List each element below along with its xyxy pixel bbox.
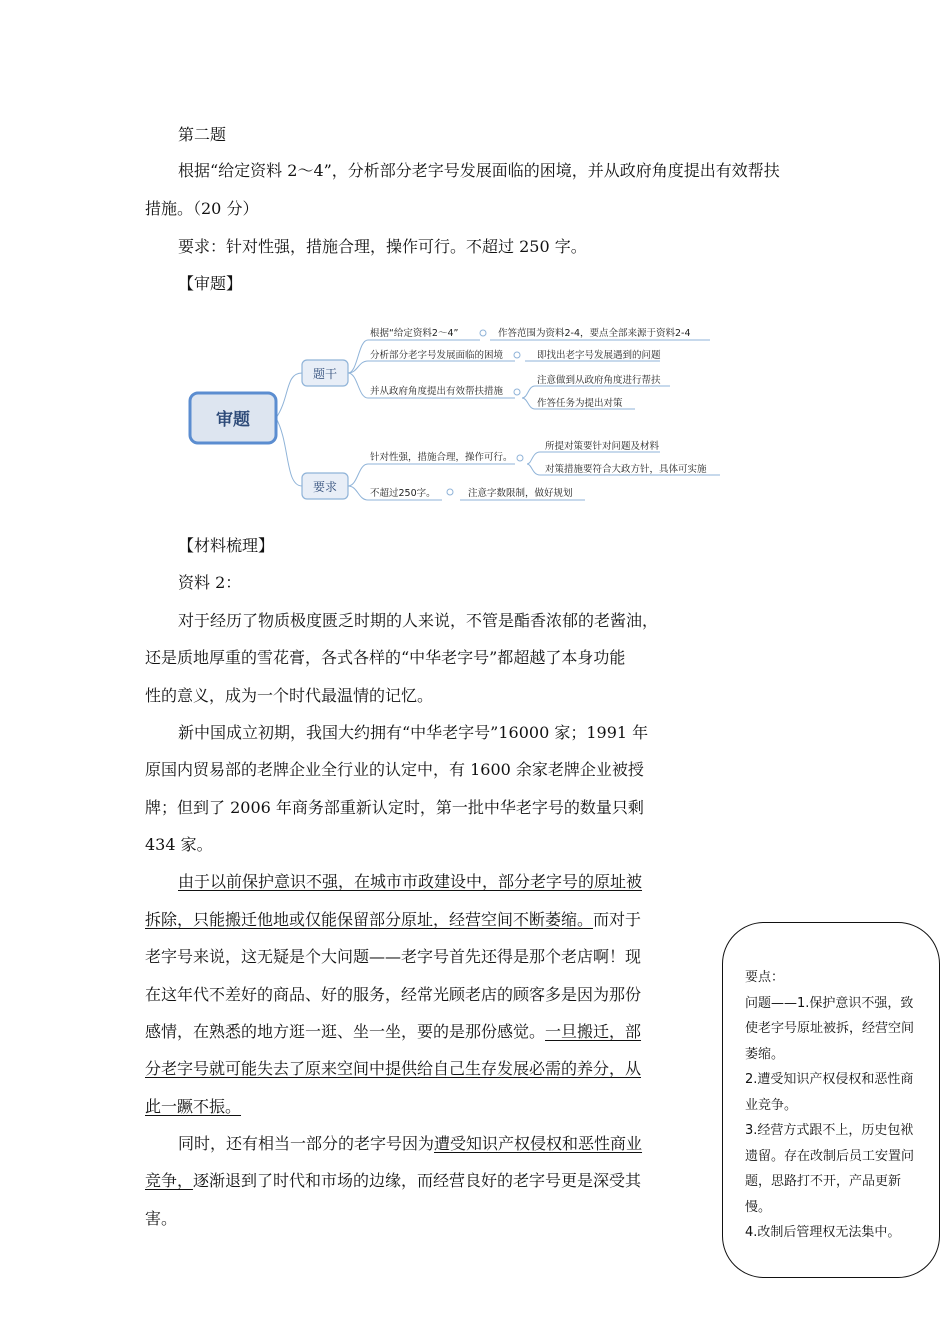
p3-line1: 由于以前保护意识不强，在城市市政建设中，部分老字号的原址被 xyxy=(178,872,643,891)
p4-line1-underlined: 遭受知识产权侵权和恶性商业 xyxy=(434,1134,643,1153)
p3-line3: 老字号来说，这无疑是个大问题——老字号首先还得是那个老店啊！现 xyxy=(145,947,642,966)
p1-line3: 性的意义，成为一个时代最温情的记忆。 xyxy=(145,686,434,705)
mm-line-b2-1 xyxy=(348,464,515,486)
question-requirement: 要求：针对性强，措施合理，操作可行。不超过 250 字。 xyxy=(178,237,587,256)
mm-line-b1-2 xyxy=(348,361,515,373)
mm-b1-item2-detail: 即找出老字号发展遇到的问题 xyxy=(537,350,661,361)
p2-line1: 新中国成立初期，我国大约拥有“中华老字号”16000 家；1991 年 xyxy=(178,723,649,742)
p3-line2-rest: 而对于 xyxy=(593,910,642,929)
review-header: 【审题】 xyxy=(178,274,243,293)
mm-b1-item1-detail: 作答范围为资料2-4，要点全部来源于资料2-4 xyxy=(498,328,691,339)
question-prompt-line2: 措施。（20 分） xyxy=(145,199,259,218)
p2-line4: 434 家。 xyxy=(145,835,213,854)
keypoints-title: 要点： xyxy=(745,970,785,985)
mm-collapse-icon xyxy=(447,489,453,495)
mm-branch-yaoqiu-label: 要求 xyxy=(312,480,338,494)
mm-b2-item1: 针对性强，措施合理，操作可行。 xyxy=(370,452,513,463)
p3-line2 xyxy=(145,909,641,931)
p4-line2 xyxy=(145,1170,641,1192)
mm-b1-item1: 根据“给定资料2～4” xyxy=(370,328,459,339)
material-header: 【材料梳理】 xyxy=(178,536,275,555)
keypoint-item: 问题——1.保护意识不强，致使老字号原址被拆，经营空间萎缩。 xyxy=(745,995,915,1062)
p4-line2-rest: 逐渐退到了时代和市场的边缘，而经营良好的老字号更是深受其 xyxy=(193,1171,642,1190)
p1-line1: 对于经历了物质极度匮乏时期的人来说，不管是酯香浓郁的老酱油， xyxy=(178,611,659,630)
p3-line4: 在这年代不差好的商品、好的服务，经常光顾老店的顾客多是因为那份 xyxy=(145,985,642,1004)
mm-branch-tigan-label: 题干 xyxy=(312,367,338,381)
mm-connector-root-b2 xyxy=(276,418,302,486)
p3-line2-underlined: 拆除，只能搬迁他地或仅能保留部分原址，经营空间不断萎缩。 xyxy=(145,910,594,929)
material-source: 资料 2： xyxy=(178,573,242,592)
mm-collapse-icon xyxy=(517,455,523,461)
question-prompt-line1: 根据“给定资料 2～4”，分析部分老字号发展面临的困境，并从政府角度提出有效帮扶 xyxy=(178,161,780,180)
mm-collapse-icon xyxy=(514,352,520,358)
mm-connector-root-b1 xyxy=(276,373,302,418)
p3-line7: 此一蹶不振。 xyxy=(145,1097,242,1116)
p4-line1 xyxy=(178,1133,642,1155)
mm-b1-item3-detail2: 作答任务为提出对策 xyxy=(537,398,623,409)
p3-line5 xyxy=(145,1021,641,1043)
mm-collapse-icon xyxy=(514,389,520,395)
mm-b2-item2: 不超过250字。 xyxy=(370,488,436,499)
mm-b2-item1-detail1: 所提对策要针对问题及材料 xyxy=(545,441,660,452)
keypoint-item: 4.改制后管理权无法集中。 xyxy=(745,1225,901,1240)
p3-line5-underlined: 一旦搬迁，部 xyxy=(545,1022,642,1041)
p4-line2-underlined: 竞争， xyxy=(145,1171,194,1190)
p1-line2: 还是质地厚重的雪花膏，各式各样的“中华老字号”都超越了本身功能 xyxy=(145,648,626,667)
mm-b1-item2: 分析部分老字号发展面临的困境 xyxy=(370,350,504,361)
p4-line1-plain: 同时，还有相当一部分的老字号因为 xyxy=(178,1134,435,1153)
mm-b2-item2-detail: 注意字数限制，做好规划 xyxy=(468,488,573,499)
p3-line6: 分老字号就可能失去了原来空间中提供给自己生存发展必需的养分，从 xyxy=(145,1059,642,1078)
question-heading: 第二题 xyxy=(178,125,227,144)
mm-line-b1-3-d1 xyxy=(522,386,670,398)
p4-line3: 害。 xyxy=(145,1209,178,1228)
p3-line5-plain: 感情，在熟悉的地方逛一逛、坐一坐，要的是那份感觉。 xyxy=(145,1022,546,1041)
mm-line-b2-1-d1 xyxy=(527,452,660,464)
p2-line2: 原国内贸易部的老牌企业全行业的认定中，有 1600 余家老牌企业被授 xyxy=(145,760,644,779)
mm-root-label: 审题 xyxy=(216,410,250,430)
mm-b1-item3: 并从政府角度提出有效帮扶措施 xyxy=(370,386,504,397)
mm-b2-item1-detail2: 对策措施要符合大政方针，具体可实施 xyxy=(545,464,707,475)
keypoint-item: 2.遭受知识产权侵权和恶性商业竞争。 xyxy=(745,1072,914,1113)
p2-line3: 牌；但到了 2006 年商务部重新认定时，第一批中华老字号的数量只剩 xyxy=(145,798,644,817)
mm-collapse-icon xyxy=(480,330,486,336)
review-mindmap xyxy=(180,318,740,513)
keypoints-box xyxy=(722,922,940,1278)
keypoint-item: 3.经营方式跟不上，历史包袱遗留。存在改制后员工安置问题，思路打不开，产品更新慢。 xyxy=(745,1123,915,1215)
mm-b1-item3-detail1: 注意做到从政府角度进行帮扶 xyxy=(537,375,661,386)
